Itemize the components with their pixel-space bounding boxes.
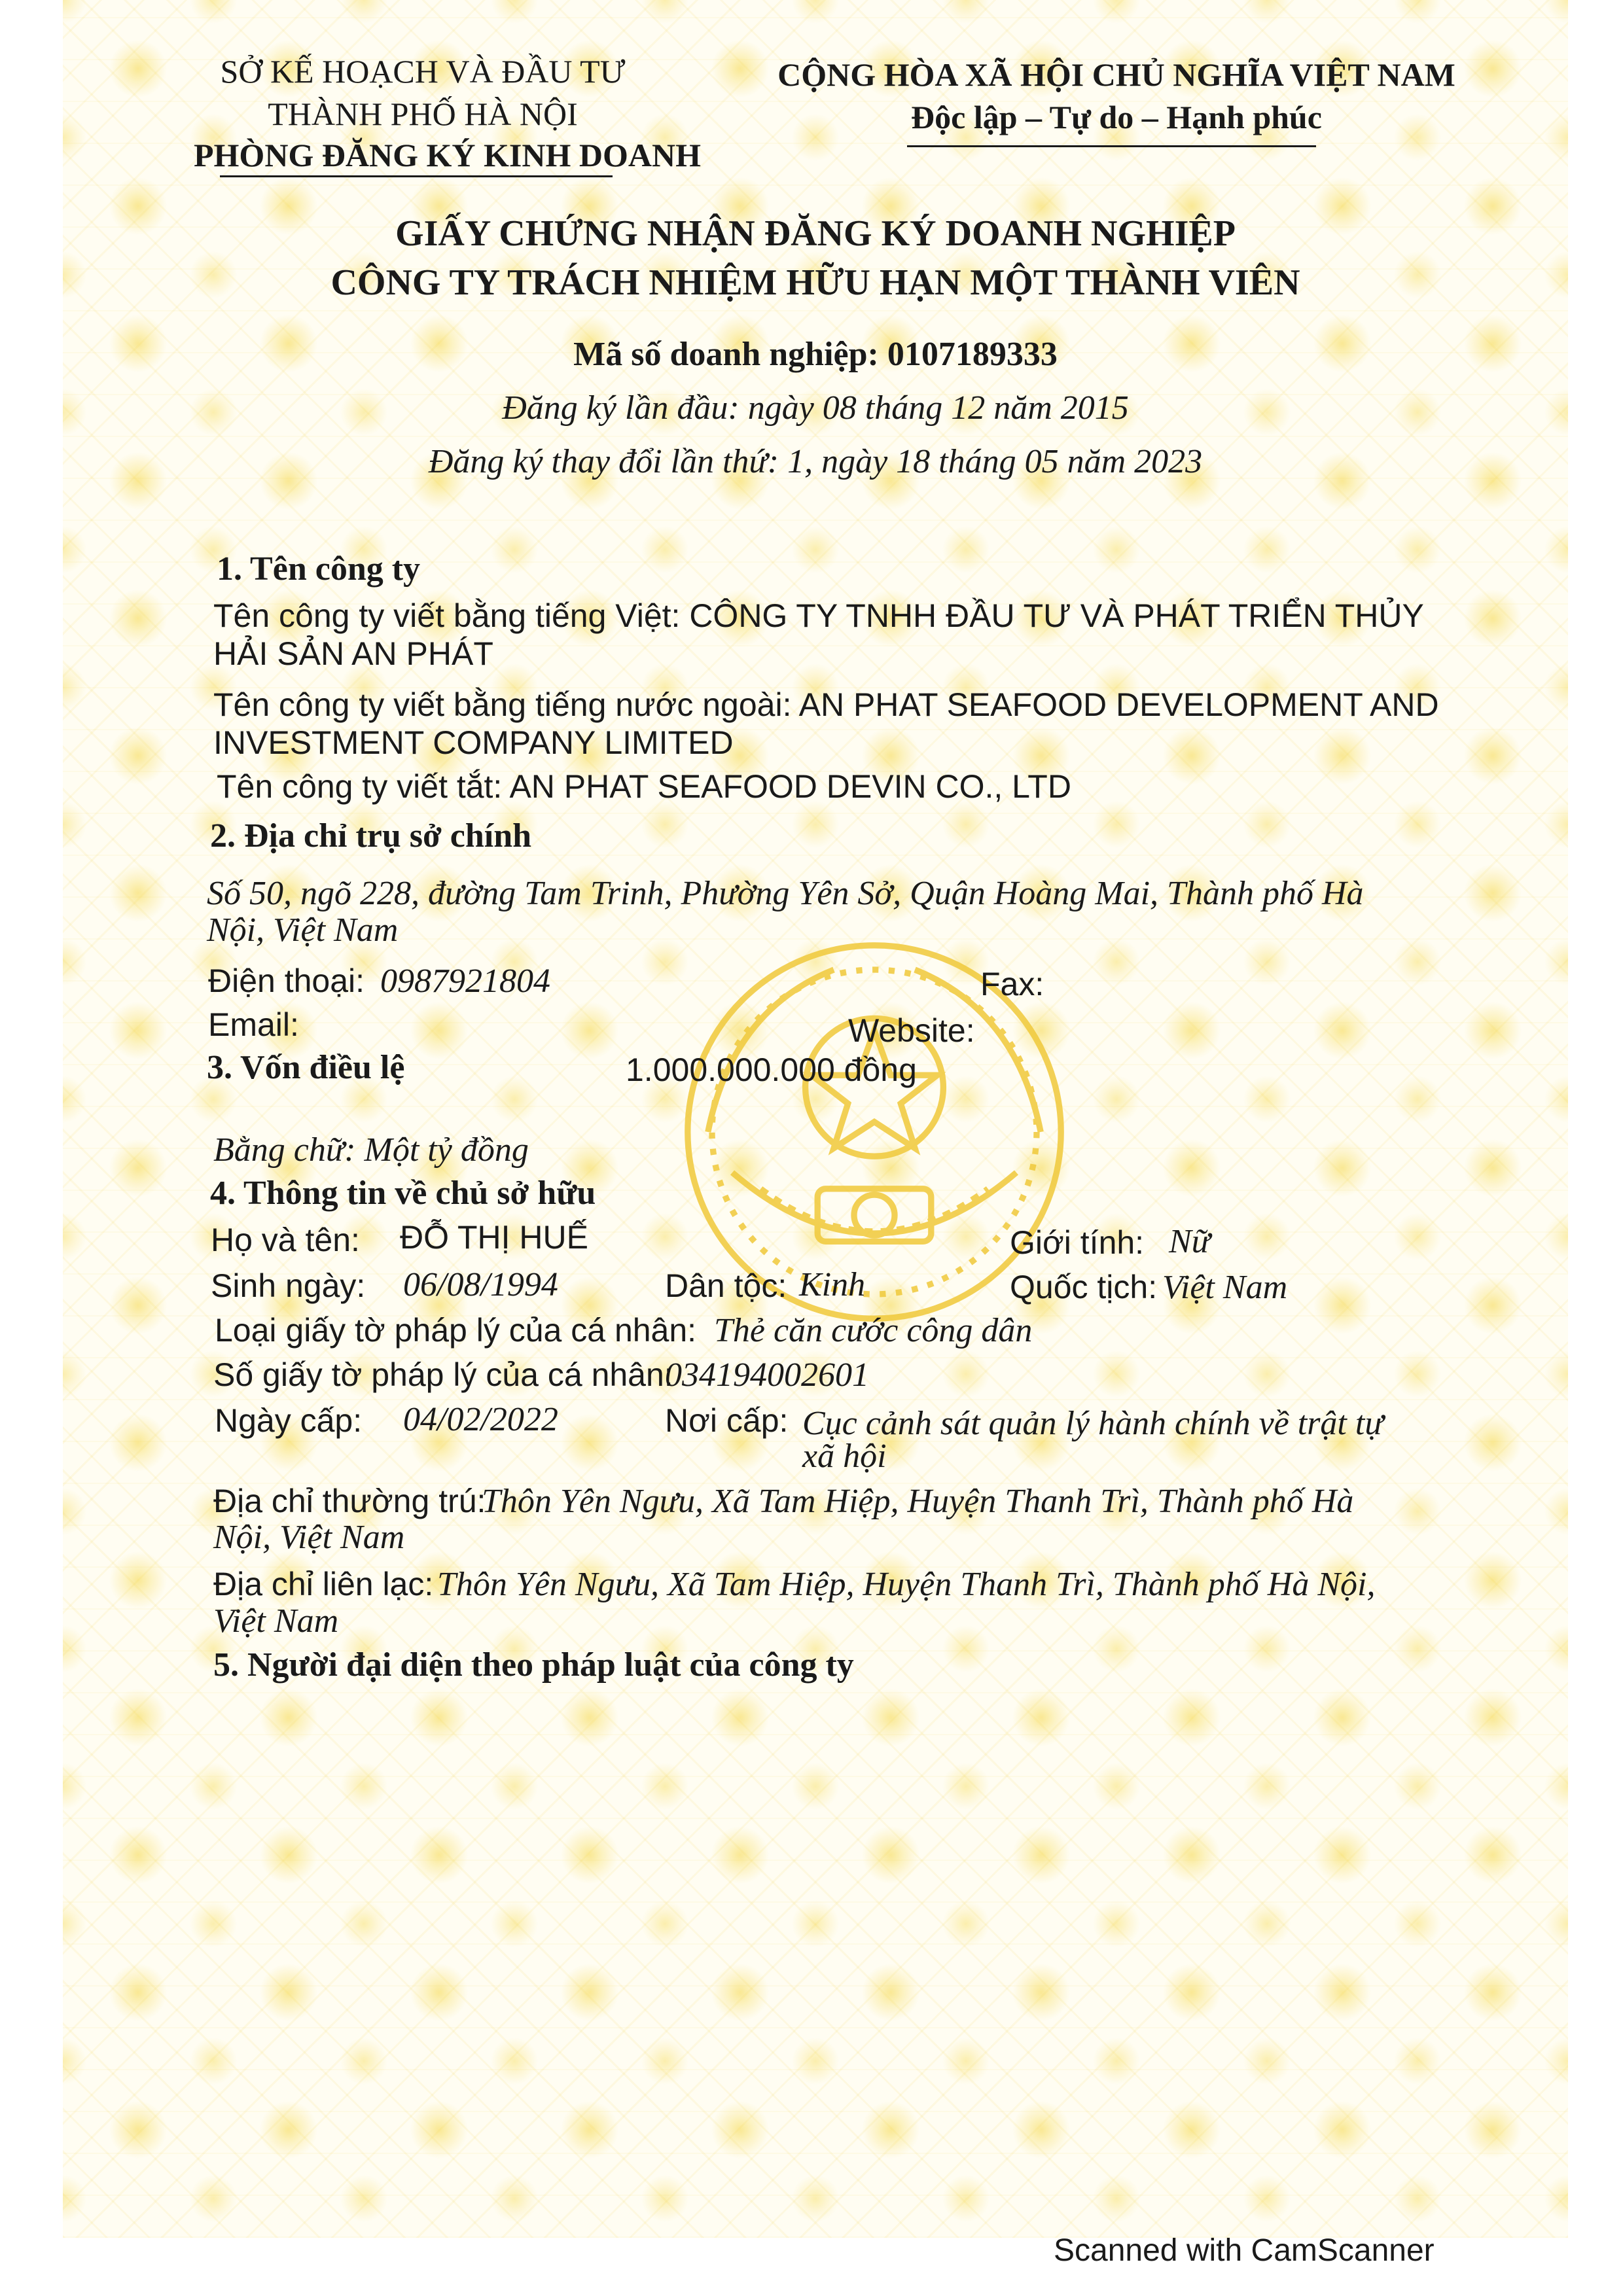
change-registration-date: Đăng ký thay đổi lần thứ: 1, ngày 18 tháng 05 năm 2023 bbox=[428, 443, 1203, 480]
email-label: Email: bbox=[208, 1006, 299, 1043]
issuer-office: PHÒNG ĐĂNG KÝ KINH DOANH bbox=[194, 137, 701, 173]
nationality-value: Việt Nam bbox=[1162, 1269, 1288, 1306]
id-type-label: Loại giấy tờ pháp lý của cá nhân: bbox=[215, 1312, 697, 1349]
issue-date-value: 04/02/2022 bbox=[403, 1401, 558, 1438]
gender-label: Giới tính: bbox=[1010, 1224, 1145, 1261]
permanent-address-line2: Nội, Việt Nam bbox=[213, 1519, 405, 1556]
dob-value: 06/08/1994 bbox=[403, 1266, 558, 1303]
gender-value: Nữ bbox=[1169, 1223, 1211, 1260]
issuer-department: SỞ KẾ HOẠCH VÀ ĐẦU TƯ bbox=[220, 53, 626, 90]
head-office-address-line1: Số 50, ngõ 228, đường Tam Trinh, Phường Yên Sở, Quận Hoàng Mai, Thành phố Hà bbox=[207, 875, 1364, 912]
ethnicity-label: Dân tộc: bbox=[665, 1267, 787, 1304]
id-number-label: Số giấy tờ pháp lý của cá nhân: bbox=[213, 1356, 673, 1393]
dob-label: Sinh ngày: bbox=[211, 1267, 366, 1304]
issue-date-label: Ngày cấp: bbox=[215, 1402, 363, 1439]
issue-place-label: Nơi cấp: bbox=[665, 1402, 789, 1439]
section-4-heading: 4. Thông tin về chủ sở hữu bbox=[210, 1174, 596, 1212]
section-2-heading: 2. Địa chỉ trụ sở chính bbox=[210, 817, 532, 855]
contact-address-line2: Việt Nam bbox=[213, 1602, 339, 1640]
company-name-vietnamese-line2: HẢI SẢN AN PHÁT bbox=[213, 635, 493, 672]
website-label: Website: bbox=[848, 1012, 975, 1049]
fax-label: Fax: bbox=[980, 966, 1044, 1002]
issue-place-value-line2: xã hội bbox=[802, 1438, 887, 1475]
header-left-underline bbox=[220, 175, 613, 177]
document-title: GIẤY CHỨNG NHẬN ĐĂNG KÝ DOANH NGHIỆP bbox=[395, 213, 1236, 254]
company-type: CÔNG TY TRÁCH NHIỆM HỮU HẠN MỘT THÀNH VIÊN bbox=[330, 262, 1300, 303]
permanent-address-label: Địa chỉ thường trú: bbox=[213, 1483, 486, 1519]
certificate-sheet bbox=[63, 0, 1568, 2238]
nationality-label: Quốc tịch: bbox=[1010, 1269, 1158, 1305]
owner-name-label: Họ và tên: bbox=[211, 1222, 360, 1258]
phone-label: Điện thoại: bbox=[208, 963, 365, 999]
owner-name-value: ĐỖ THỊ HUẾ bbox=[400, 1219, 588, 1256]
national-motto: Độc lập – Tự do – Hạnh phúc bbox=[911, 99, 1322, 135]
permanent-address-line1: Thôn Yên Ngưu, Xã Tam Hiệp, Huyện Thanh Trì, Thành phố Hà bbox=[482, 1483, 1354, 1520]
issuer-city: THÀNH PHỐ HÀ NỘI bbox=[268, 96, 578, 132]
contact-address-label: Địa chỉ liên lạc: bbox=[213, 1566, 434, 1602]
charter-capital-amount: 1.000.000.000 đồng bbox=[626, 1051, 917, 1088]
section-3-heading: 3. Vốn điều lệ bbox=[207, 1049, 405, 1086]
id-number-value: 034194002601 bbox=[665, 1356, 869, 1394]
contact-address-line1: Thôn Yên Ngưu, Xã Tam Hiệp, Huyện Thanh Trì, Thành phố Hà Nội, bbox=[437, 1566, 1376, 1603]
first-registration-date: Đăng ký lần đầu: ngày 08 tháng 12 năm 2015 bbox=[502, 389, 1129, 427]
company-name-foreign-line1: Tên công ty viết bằng tiếng nước ngoài: AN PHAT SEAFOOD DEVELOPMENT AND bbox=[213, 686, 1439, 723]
head-office-address-line2: Nội, Việt Nam bbox=[207, 911, 399, 949]
company-name-short: Tên công ty viết tắt: AN PHAT SEAFOOD DEVIN CO., LTD bbox=[217, 768, 1071, 805]
motto-underline bbox=[907, 145, 1316, 147]
ethnicity-value: Kinh bbox=[799, 1266, 866, 1303]
country-name: CỘNG HÒA XÃ HỘI CHỦ NGHĨA VIỆT NAM bbox=[777, 56, 1455, 93]
tax-code: Mã số doanh nghiệp: 0107189333 bbox=[573, 336, 1058, 373]
company-name-foreign-line2: INVESTMENT COMPANY LIMITED bbox=[213, 724, 734, 761]
id-type-value: Thẻ căn cước công dân bbox=[714, 1312, 1033, 1349]
company-name-vietnamese-line1: Tên công ty viết bằng tiếng Việt: CÔNG TY TNHH ĐẦU TƯ VÀ PHÁT TRIỂN THỦY bbox=[213, 597, 1424, 634]
phone-value: 0987921804 bbox=[380, 963, 550, 1000]
scanner-watermark: Scanned with CamScanner bbox=[1054, 2233, 1435, 2268]
issue-place-value-line1: Cục cảnh sát quản lý hành chính về trật tự bbox=[802, 1405, 1383, 1442]
charter-capital-in-words: Bằng chữ: Một tỷ đồng bbox=[213, 1131, 529, 1169]
section-5-heading: 5. Người đại diện theo pháp luật của công ty bbox=[213, 1646, 854, 1684]
section-1-heading: 1. Tên công ty bbox=[217, 550, 421, 588]
